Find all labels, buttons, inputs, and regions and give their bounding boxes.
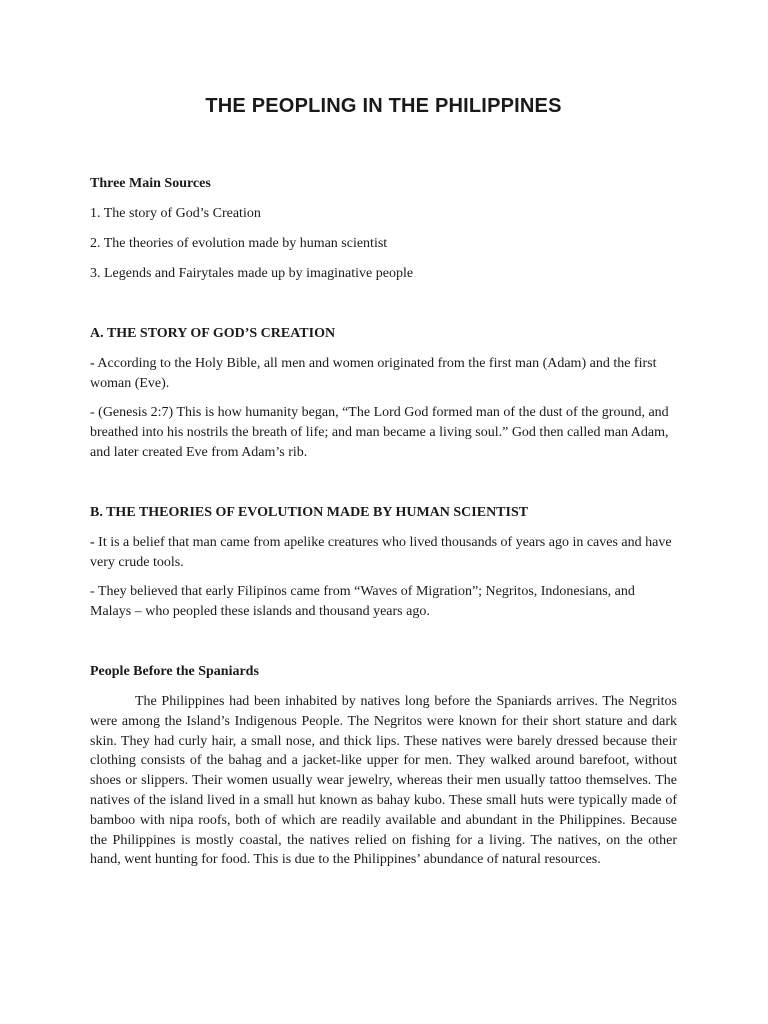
section-b-paragraph-1-text: It is a belief that man came from apelike creatures who lived thousands of years ago in caves and have very crude tools. bbox=[90, 535, 672, 570]
section-b-paragraph-2: - They believed that early Filipinos came from “Waves of Migration”; Negritos, Indonesians, and Malays – who peopled these islands and thousand years ago. bbox=[90, 584, 635, 619]
spaniards-body: The Philippines had been inhabited by natives long before the Spaniards arrives. The Negritos were among the Island’s Indigenous People. The Negritos were known for their short stature and dark skin. They had curly hair, a small nose, and thick lips. These natives were barely dressed because their clothing consists of the bahag and a jacket-like upper for men. They walked around barefoot, without shoes or slippers. Their women usually wear jewelry, whereas their men usually tattoo themselves. The natives of the island lived in a small hut known as bahay kubo. These small huts were typically made of bamboo with nipa roofs, both of which are readily available and abundant in the Philippines. Because the Philippines is mostly coastal, the natives relied on fishing for a living. The natives, on the other hand, went hunting for food. This is due to the Philippines’ abundance of natural resources. bbox=[90, 694, 677, 868]
section-a-paragraph-1-text: According to the Holy Bible, all men and women originated from the first man (Adam) and the first woman (Eve). bbox=[90, 356, 657, 391]
section-b-paragraph-1 bbox=[90, 533, 677, 573]
section-a-paragraph-2: - (Genesis 2:7) This is how humanity began, “The Lord God formed man of the dust of the ground, and breathed into his nostrils the breath of life; and man became a living soul.” God then called man Adam, and later created Eve from Adam’s rib. bbox=[90, 405, 669, 460]
sources-item-3: 3. Legends and Fairytales made up by imaginative people bbox=[90, 266, 414, 281]
sources-item-2: 2. The theories of evolution made by human scientist bbox=[90, 236, 388, 251]
section-b-paragraph-1-dash: - bbox=[90, 535, 95, 550]
section-a-paragraph-1 bbox=[90, 354, 677, 394]
sources-heading: Three Main Sources bbox=[90, 176, 211, 191]
section-b-heading: B. THE THEORIES OF EVOLUTION MADE BY HUMAN SCIENTIST bbox=[90, 505, 529, 520]
section-a-paragraph-1-dash: - bbox=[90, 356, 95, 371]
document-title: THE PEOPLING IN THE PHILIPPINES bbox=[205, 95, 562, 117]
spaniards-heading: People Before the Spaniards bbox=[90, 664, 259, 679]
section-a-heading: A. THE STORY OF GOD’S CREATION bbox=[90, 326, 336, 341]
sources-item-1: 1. The story of God’s Creation bbox=[90, 206, 261, 221]
